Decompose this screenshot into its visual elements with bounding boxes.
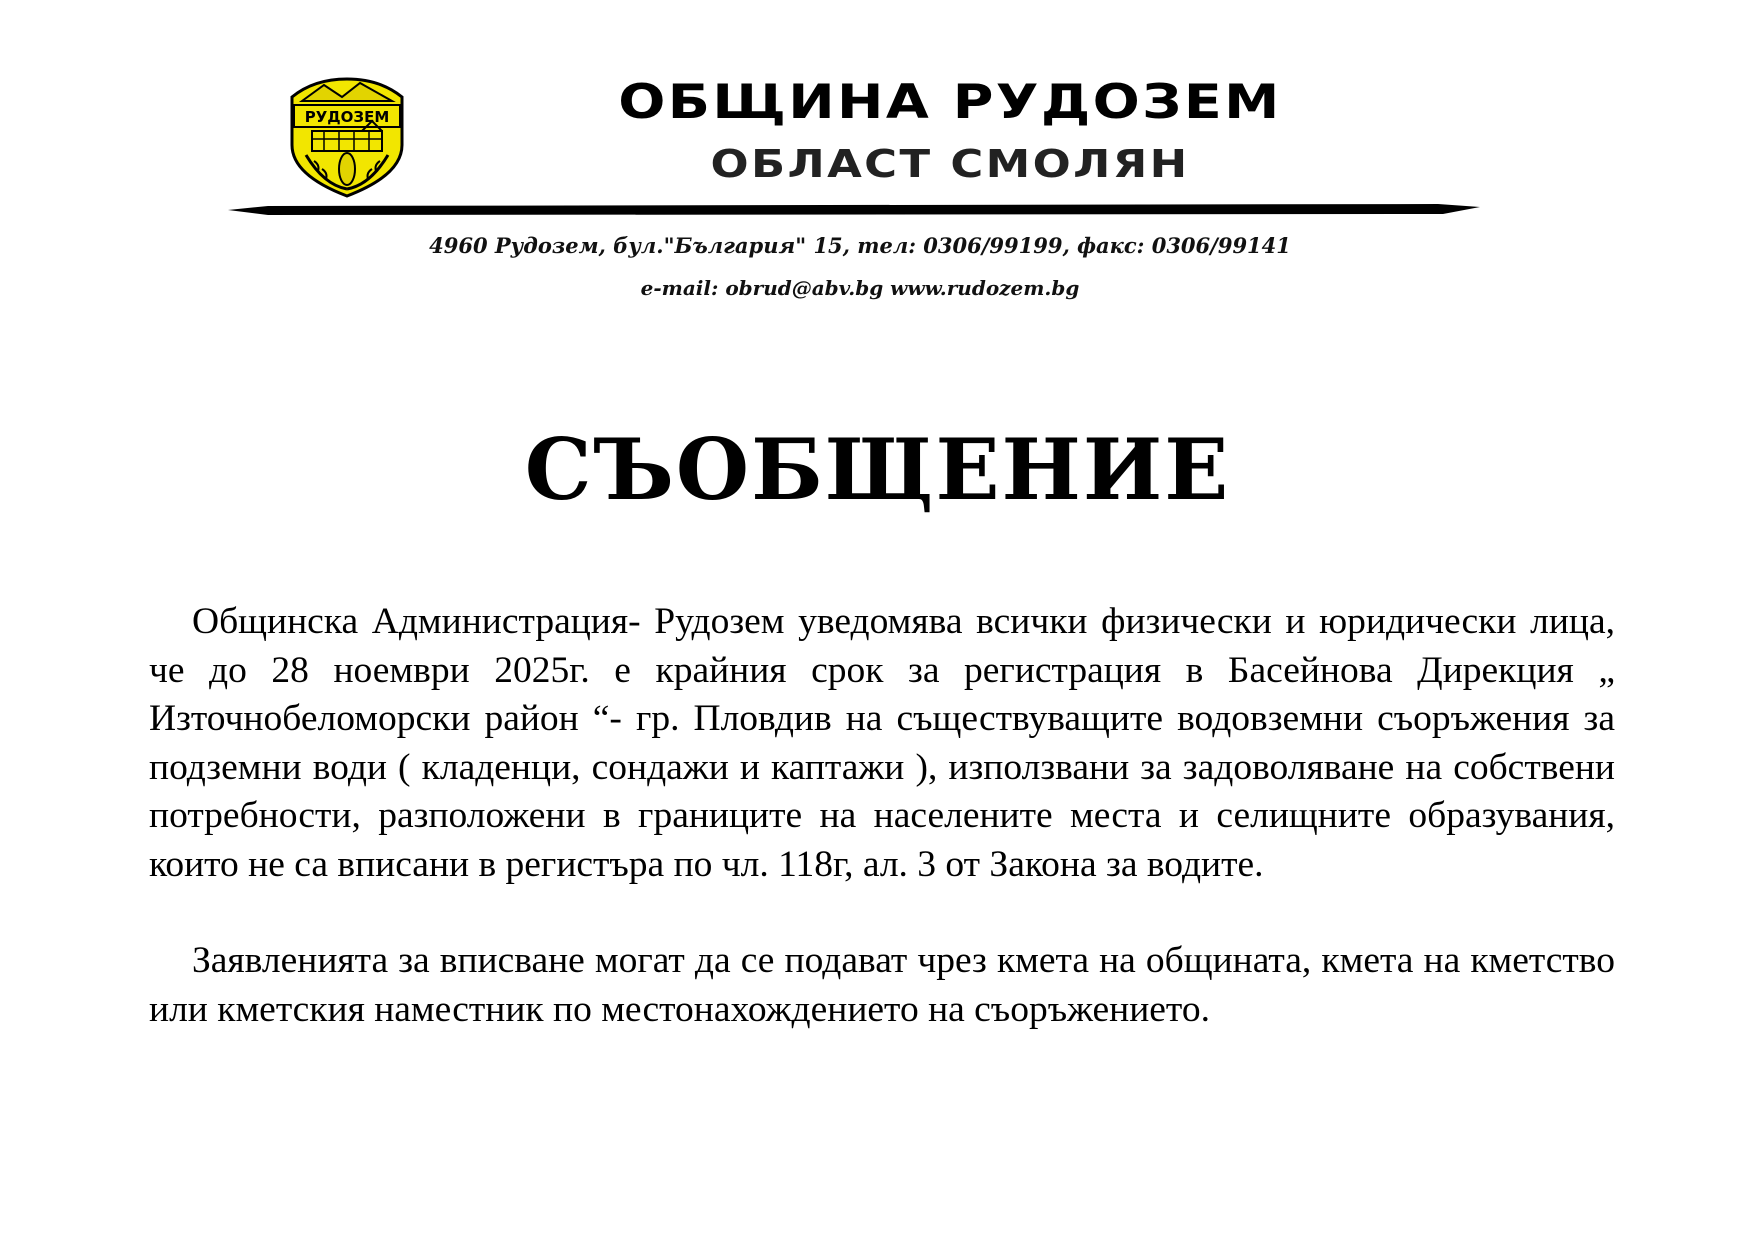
address-line: 4960 Рудозем, бул."България" 15, тел: 0306/99199, факс: 0306/99141 (429, 233, 1291, 258)
organization-name: ОБЩИНА РУДОЗЕМ (618, 75, 1282, 130)
header-divider (228, 203, 1480, 217)
document-title: СЪОБЩЕНИЕ (524, 420, 1231, 519)
organization-region: ОБЛАСТ СМОЛЯН (710, 142, 1190, 186)
email-web-line: e-mail: obrud@abv.bg www.rudozem.bg (640, 276, 1080, 300)
body-paragraph-1: Общинска Администрация- Рудозем уведомява всички физически и юридически лица, че до 28 ноември 2025г. е крайния срок за регистрация в Басейнова Дирекция „ Източнобеломорски район “- гр. Пловдив на съществуващите водовземни съоръжения за подземни води ( кладенци, сондажи и каптажи ), използвани за задоволяване на собствени потребности, разположени в границите на населените места и селищните образувания, които не са вписани в регистъра по чл. 118г, ал. 3 от Закона за водите. (149, 601, 1615, 885)
municipality-crest-logo (284, 75, 410, 199)
crest-label: РУДОЗЕМ (304, 108, 390, 126)
contact-block (300, 231, 1420, 303)
body-paragraph-2: Заявленията за вписване могат да се подават чрез кмета на общината, кмета на кметство или кметския наместник по местонахождението на съоръжението. (149, 940, 1615, 1030)
document-body (149, 598, 1615, 1034)
